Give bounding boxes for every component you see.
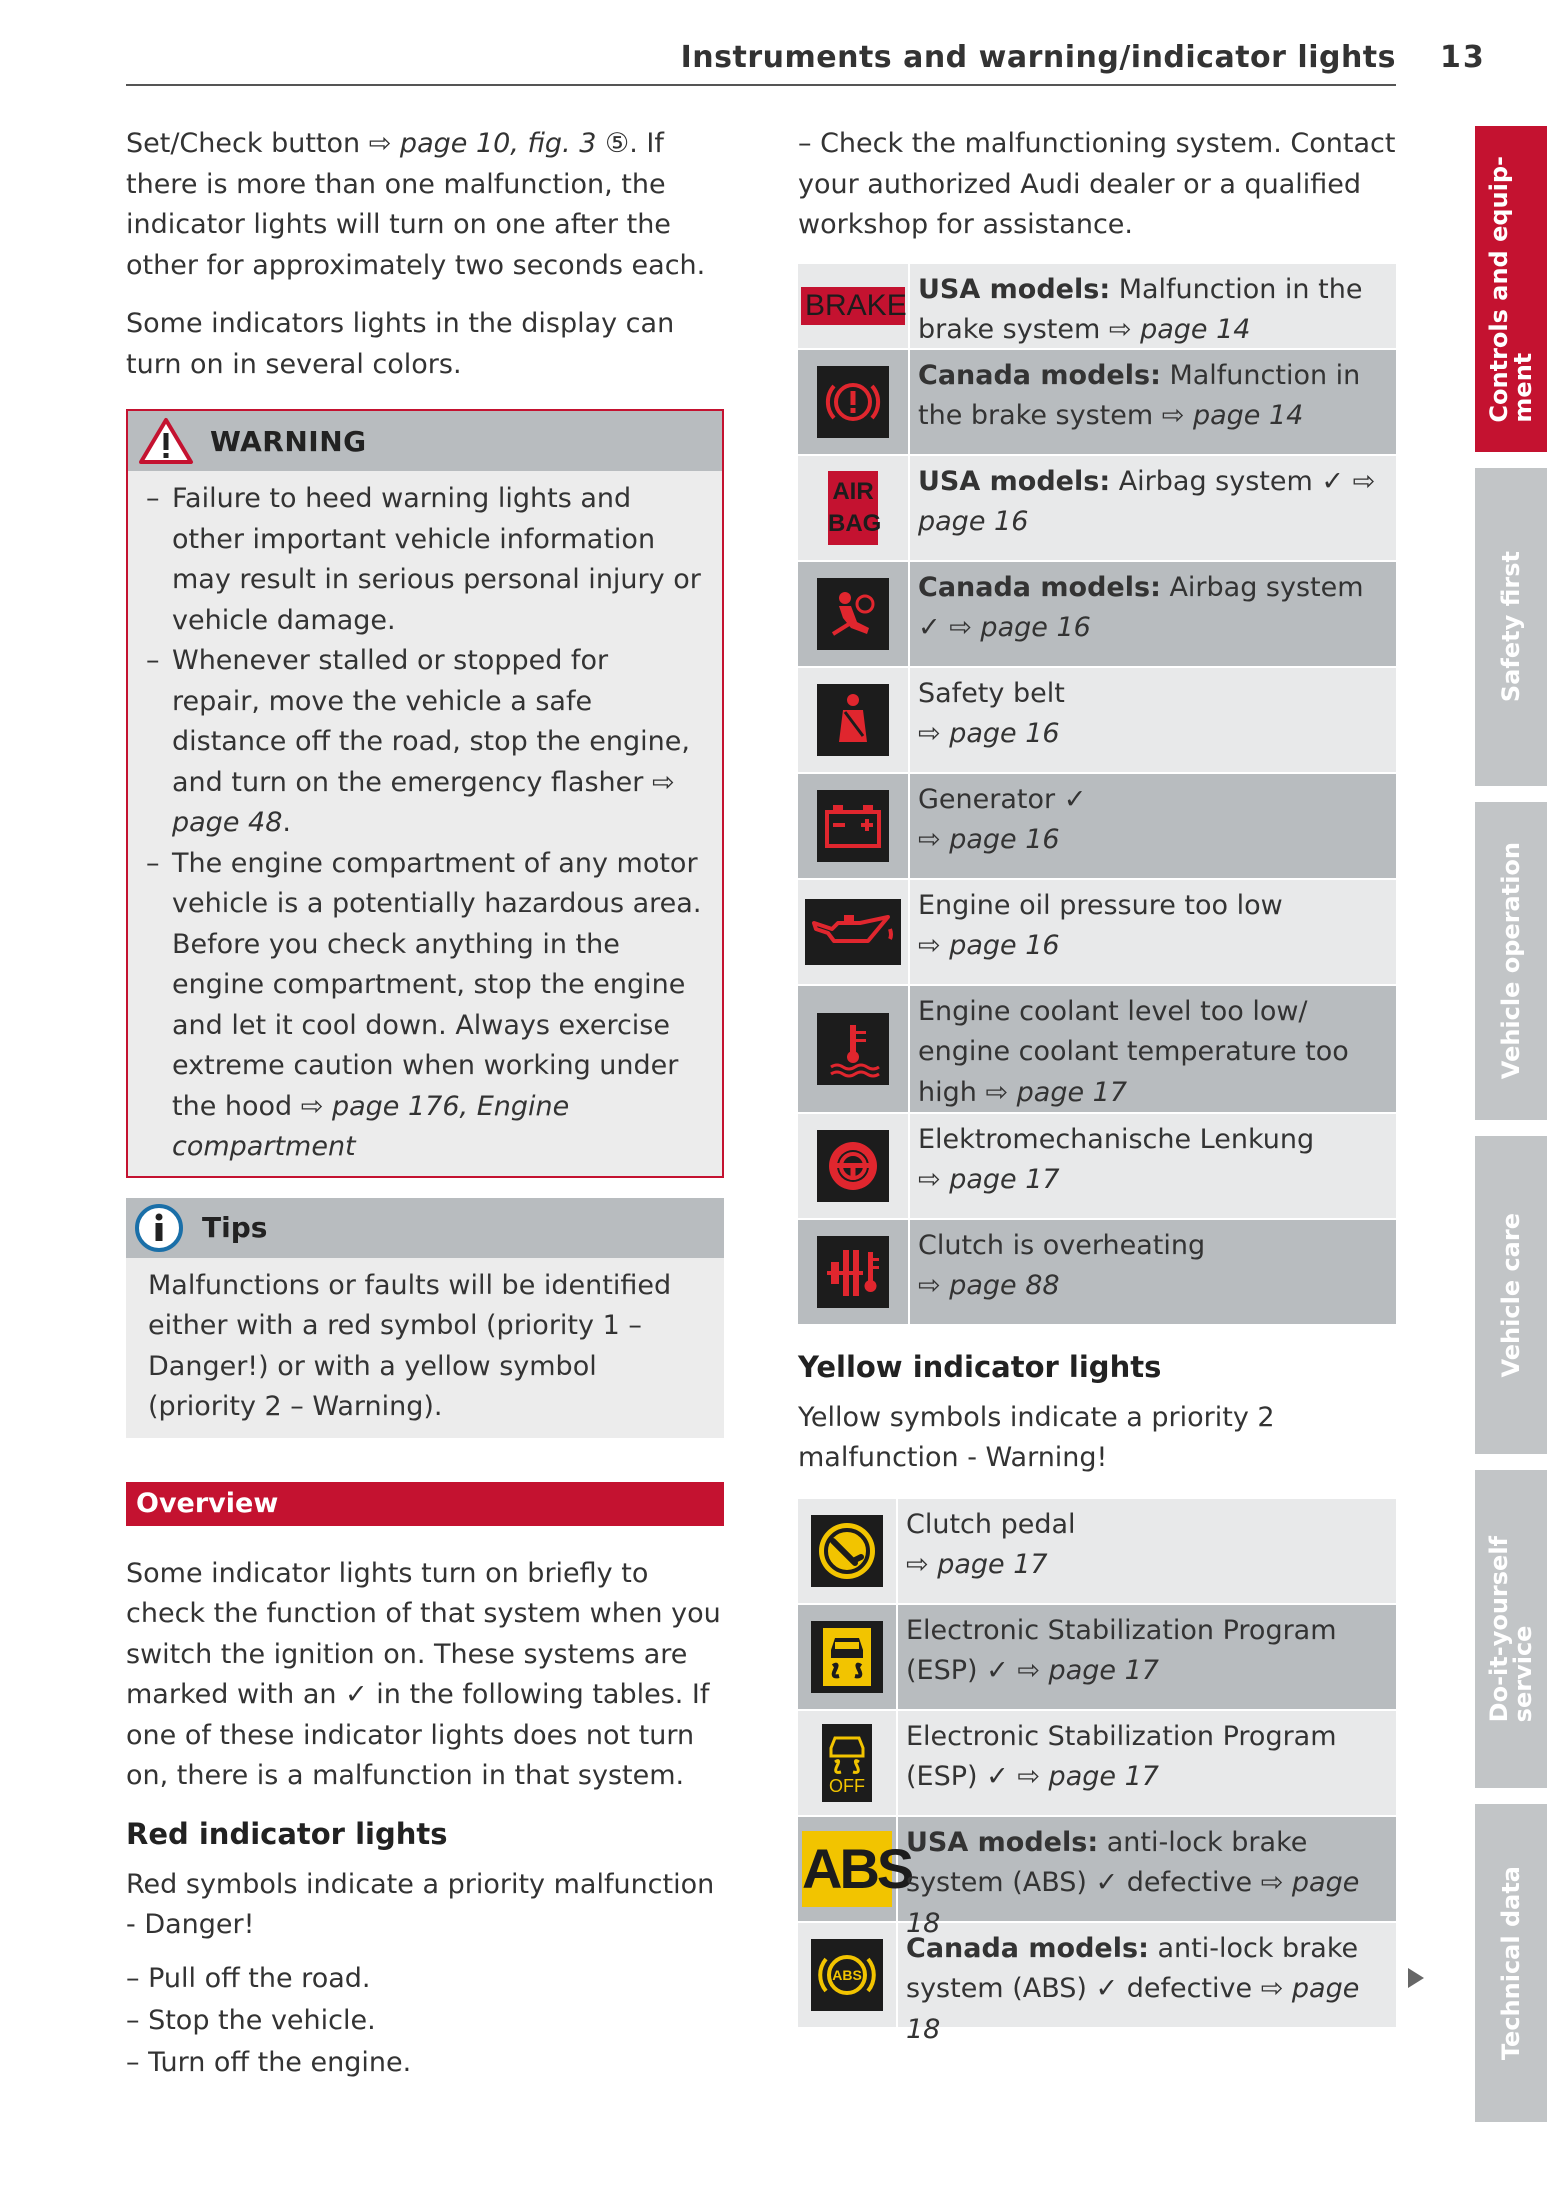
table-row bbox=[798, 984, 1396, 1112]
page-number: 13 bbox=[1440, 40, 1486, 75]
coolant-icon bbox=[817, 1013, 889, 1085]
warning-title: WARNING bbox=[210, 424, 367, 458]
oil-can-icon bbox=[805, 899, 901, 965]
row-label: Airbag system ✓ bbox=[918, 571, 1364, 643]
icon-cell bbox=[798, 1499, 898, 1603]
row-label: Elektromechanische Lenkung bbox=[918, 1123, 1315, 1155]
tips-title: Tips bbox=[202, 1211, 268, 1244]
table-row bbox=[798, 1815, 1396, 1939]
esp-off-icon bbox=[822, 1724, 872, 1802]
side-tab-label: Safety first bbox=[1497, 551, 1525, 703]
row-label: anti-lock brake system (ABS) ✓ defective bbox=[906, 1932, 1359, 2004]
icon-cell bbox=[798, 1923, 898, 2027]
row-text bbox=[910, 1114, 1322, 1218]
page-reference-link[interactable]: ⇨ page 18 bbox=[906, 1973, 1360, 2045]
abs-circle-icon bbox=[811, 1939, 883, 2011]
intro-text: Set/Check button bbox=[126, 128, 369, 159]
side-tab-label: Controls and equip- ment bbox=[1485, 155, 1537, 423]
icon-cell bbox=[798, 880, 910, 984]
page-reference-link[interactable]: ⇨ page 16 bbox=[918, 465, 1376, 537]
overview-paragraph: Some indicator lights turn on briefly to check the function of that system when you switch the ignition on. These systems are marked with an ✓ in the following tables. If one of these indicator lights does not turn on, there is a malfunction in that system. bbox=[126, 1557, 721, 1791]
warning-item: – Failure to heed warning lights and other important vehicle information may result in serious personal injury or vehicle damage. bbox=[146, 479, 704, 641]
battery-icon bbox=[817, 790, 889, 862]
table-row bbox=[798, 772, 1396, 878]
warning-body bbox=[128, 471, 722, 1176]
icon-cell bbox=[798, 1220, 910, 1324]
row-label: Clutch is overheating bbox=[918, 1229, 1206, 1261]
table-row bbox=[798, 1218, 1396, 1324]
row-text bbox=[910, 350, 1396, 454]
page-reference-link[interactable]: ⇨ page 14 bbox=[1161, 400, 1304, 431]
page-reference-link[interactable]: ⇨ page 16 bbox=[918, 718, 1060, 749]
row-text bbox=[898, 1605, 1396, 1709]
icon-cell bbox=[798, 1711, 898, 1815]
row-label: Airbag system ✓ bbox=[1110, 465, 1353, 497]
row-label: Generator ✓ bbox=[918, 783, 1087, 815]
seatbelt-icon bbox=[817, 684, 889, 756]
brake-circle-icon bbox=[817, 366, 889, 438]
table-row bbox=[798, 1921, 1396, 2045]
table-row bbox=[798, 264, 1396, 348]
page-reference-link[interactable]: ⇨ page 176, Engine compartment bbox=[172, 1090, 570, 1162]
side-tab-care[interactable] bbox=[1475, 1136, 1547, 1454]
row-text bbox=[910, 774, 1094, 878]
clutch-pedal-icon bbox=[811, 1515, 883, 1587]
action-list bbox=[126, 1958, 724, 2084]
esp-off-label: OFF bbox=[829, 1775, 865, 1796]
row-text bbox=[910, 986, 1396, 1112]
brake-text-icon: BRAKE bbox=[801, 287, 905, 325]
table-row bbox=[798, 560, 1396, 666]
row-label: Engine oil pressure too low bbox=[918, 889, 1283, 921]
icon-cell bbox=[798, 1605, 898, 1709]
row-bold-label: USA models: bbox=[918, 273, 1111, 305]
page-reference-link[interactable]: ⇨ page 17 bbox=[906, 1549, 1048, 1580]
right-column bbox=[798, 124, 1396, 2045]
intro-paragraph-2: Some indicators lights in the display can turn on in several colors. bbox=[126, 308, 675, 380]
side-tab-operation[interactable] bbox=[1475, 802, 1547, 1120]
list-item: – Pull off the road. bbox=[126, 1962, 371, 1994]
row-bold-label: Canada models: bbox=[918, 571, 1161, 603]
page-reference-link[interactable]: ⇨ page 17 bbox=[1017, 1761, 1159, 1792]
row-text bbox=[898, 1711, 1396, 1815]
tips-box bbox=[126, 1198, 724, 1438]
table-row bbox=[798, 1709, 1396, 1815]
red-indicator-heading: Red indicator lights bbox=[126, 1816, 448, 1851]
icon-cell bbox=[798, 350, 910, 454]
icon-cell bbox=[798, 986, 910, 1112]
row-label: Malfunction in the brake system bbox=[918, 359, 1361, 431]
warning-header bbox=[128, 411, 722, 471]
table-row bbox=[798, 878, 1396, 984]
yellow-indicator-heading: Yellow indicator lights bbox=[798, 1349, 1162, 1384]
row-text bbox=[910, 1220, 1213, 1324]
page-reference-link[interactable]: ⇨ page 14 bbox=[1108, 314, 1251, 345]
abs-text-icon: ABS bbox=[802, 1831, 892, 1907]
row-text bbox=[910, 456, 1396, 560]
intro-paragraph-1 bbox=[126, 124, 724, 286]
warning-item-text: The engine compartment of any motor vehicle is a potentially hazardous area. Before you check anything in the engine compartment, stop the engine and let it cool down. Always exercise extreme caution when working under the hood bbox=[172, 847, 702, 1122]
page-reference-link[interactable]: ⇨ page 16 bbox=[949, 612, 1091, 643]
page-reference-link[interactable]: ⇨ page 10, fig. 3 ⑤ bbox=[368, 128, 630, 159]
icon-cell bbox=[798, 562, 910, 666]
yellow-indicator-table bbox=[798, 1499, 1396, 2045]
row-text bbox=[898, 1923, 1396, 2045]
table-row bbox=[798, 1603, 1396, 1709]
row-bold-label: USA models: bbox=[918, 465, 1111, 497]
row-text bbox=[910, 264, 1396, 348]
page-reference-link[interactable]: ⇨ page 17 bbox=[1017, 1655, 1159, 1686]
row-label: Engine coolant level too low/ engine coolant temperature too high bbox=[918, 995, 1349, 1108]
overview-heading: Overview bbox=[126, 1482, 724, 1526]
red-indicator-paragraph: Red symbols indicate a priority malfunction - Danger! bbox=[126, 1868, 715, 1940]
page-reference-link[interactable]: ⇨ page 17 bbox=[985, 1076, 1128, 1108]
row-text bbox=[910, 880, 1291, 984]
abs-circle-label: ABS bbox=[832, 1966, 862, 1983]
continue-arrow-icon bbox=[1408, 1968, 1424, 1988]
airbag-label-line: BAG bbox=[828, 509, 882, 537]
side-tab-controls[interactable] bbox=[1475, 126, 1547, 452]
row-bold-label: Canada models: bbox=[906, 1932, 1149, 1964]
warning-item: – Whenever stalled or stopped for repair, move the vehicle a safe distance off the road, stop the engine, and turn on the emergency flasher ⇨ page 48. bbox=[146, 645, 690, 838]
icon-cell bbox=[798, 1817, 912, 1921]
icon-cell bbox=[798, 1114, 910, 1218]
tips-header bbox=[126, 1198, 724, 1258]
side-tab-diy-service[interactable] bbox=[1475, 1470, 1547, 1788]
clutch-temp-icon bbox=[817, 1236, 889, 1308]
esp-car-icon bbox=[811, 1621, 883, 1693]
airbag-person-icon bbox=[817, 578, 889, 650]
page-reference-link[interactable]: ⇨ page 16 bbox=[918, 930, 1060, 961]
side-tab-safety[interactable] bbox=[1475, 468, 1547, 786]
steering-wheel-icon bbox=[817, 1130, 889, 1202]
side-tab-label: Vehicle operation bbox=[1497, 842, 1525, 1080]
page-reference-link[interactable]: ⇨ page 17 bbox=[918, 1164, 1060, 1195]
yellow-indicator-paragraph: Yellow symbols indicate a priority 2 malfunction - Warning! bbox=[798, 1401, 1275, 1473]
side-tab-label: Do-it-yourself service bbox=[1485, 1535, 1537, 1723]
table-row bbox=[798, 1112, 1396, 1218]
row-text bbox=[910, 562, 1396, 666]
row-label: Clutch pedal bbox=[906, 1508, 1076, 1540]
warning-item: – The engine compartment of any motor vehicle is a potentially hazardous area. Before you check anything in the engine compartment, stop the engine and let it cool down. Always exercise extreme caution when working under the hood ⇨ page 176, Engine compartment bbox=[146, 847, 702, 1162]
page-reference-link[interactable]: ⇨ page 48 bbox=[172, 766, 675, 838]
table-row bbox=[798, 454, 1396, 560]
check-instruction: – Check the malfunctioning system. Contact your authorized Audi dealer or a qualified workshop for assistance. bbox=[798, 128, 1396, 240]
table-row bbox=[798, 348, 1396, 454]
row-label: Malfunction in the brake system bbox=[918, 273, 1363, 345]
info-icon bbox=[134, 1203, 184, 1253]
icon-cell bbox=[798, 774, 910, 878]
page-reference-link[interactable]: ⇨ page 16 bbox=[918, 824, 1060, 855]
warning-item-text: Whenever stalled or stopped for repair, move the vehicle a safe distance off the road, stop the engine, and turn on the emergency flasher bbox=[172, 645, 690, 798]
warning-box bbox=[126, 409, 724, 1178]
row-bold-label: Canada models: bbox=[918, 359, 1161, 391]
row-label: Safety belt bbox=[918, 677, 1065, 709]
warning-item-text: Failure to heed warning lights and other important vehicle information may result in serious personal injury or vehicle damage. bbox=[172, 483, 701, 636]
icon-cell bbox=[798, 668, 910, 772]
header-rule bbox=[126, 84, 1396, 86]
page-header-title: Instruments and warning/indicator lights bbox=[680, 40, 1396, 75]
side-tab-label: Vehicle care bbox=[1497, 1212, 1525, 1378]
row-text bbox=[898, 1817, 1396, 1939]
page-reference-link[interactable]: ⇨ page 18 bbox=[906, 1867, 1360, 1939]
row-text bbox=[910, 668, 1073, 772]
airbag-text-icon bbox=[828, 471, 882, 545]
airbag-label-line: AIR bbox=[832, 477, 874, 505]
page-reference-link[interactable]: ⇨ page 88 bbox=[918, 1270, 1060, 1301]
warning-triangle-icon bbox=[138, 417, 194, 465]
icon-cell bbox=[798, 264, 910, 348]
side-tab-label: Technical data bbox=[1497, 1865, 1525, 2061]
intro-text-cont: . If there is more than one malfunction, the indicator lights will turn on one after the other for approximately two seconds each. bbox=[126, 128, 706, 281]
row-label: Electronic Stabilization Program (ESP) ✓ bbox=[906, 1720, 1337, 1792]
red-indicator-table bbox=[798, 264, 1396, 1324]
row-label: Electronic Stabilization Program (ESP) ✓ bbox=[906, 1614, 1337, 1686]
row-label: anti-lock brake system (ABS) ✓ defective bbox=[906, 1826, 1308, 1898]
left-column bbox=[126, 124, 724, 2084]
row-bold-label: USA models: bbox=[906, 1826, 1099, 1858]
list-item: – Turn off the engine. bbox=[126, 2046, 412, 2078]
list-item: – Stop the vehicle. bbox=[126, 2004, 376, 2036]
tips-text: Malfunctions or faults will be identified either with a red symbol (priority 1 – Danger!) or with a yellow symbol (priority 2 – Warning). bbox=[148, 1269, 672, 1422]
side-tab-technical[interactable] bbox=[1475, 1804, 1547, 2122]
icon-cell bbox=[798, 456, 910, 560]
row-text bbox=[898, 1499, 1084, 1603]
table-row bbox=[798, 666, 1396, 772]
table-row bbox=[798, 1499, 1396, 1603]
warning-item-text: . bbox=[282, 807, 291, 838]
